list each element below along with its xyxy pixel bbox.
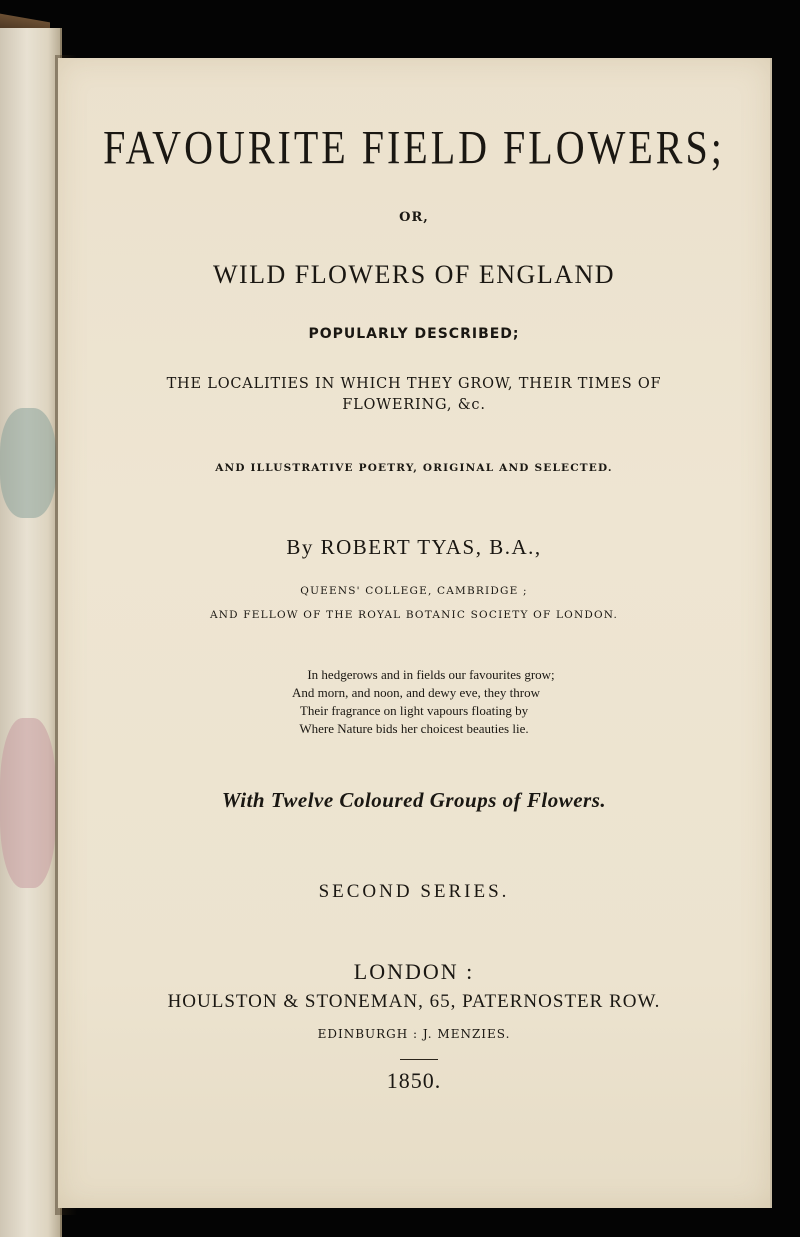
described-line: POPULARLY DESCRIBED; [308, 326, 520, 342]
imprint-agent: EDINBURGH : J. MENZIES. [317, 1027, 511, 1041]
epigraph-verse [58, 666, 770, 738]
plates-note: With Twelve Coloured Groups of Flowers. [221, 788, 607, 812]
verse-line: And morn, and noon, and dewy eve, they throw [291, 685, 541, 700]
book-title: FAVOURITE FIELD FLOWERS; [103, 120, 725, 175]
verse-line: In hedgerows and in fields our favourites grow; [307, 667, 555, 682]
college-line: QUEENS' COLLEGE, CAMBRIDGE ; [300, 585, 528, 597]
plate-tint-red [0, 718, 56, 888]
publication-year: 1850. [386, 1068, 442, 1093]
series-line: SECOND SERIES. [318, 881, 510, 902]
fellowship-line: AND FELLOW OF THE ROYAL BOTANIC SOCIETY OF LONDON. [209, 609, 619, 621]
book-subtitle: WILD FLOWERS OF ENGLAND [212, 260, 616, 289]
verse-line: Their fragrance on light vapours floating by [299, 703, 529, 718]
title-conjunction: OR, [399, 210, 429, 225]
imprint-publisher: HOULSTON & STONEMAN, 65, PATERNOSTER ROW. [167, 991, 661, 1012]
title-page [58, 58, 772, 1208]
localities-line-2: FLOWERING, &c. [342, 397, 486, 413]
verse-line: Where Nature bids her choicest beauties lie. [299, 721, 529, 736]
localities-line-1: THE LOCALITIES IN WHICH THEY GROW, THEIR TIMES OF [166, 376, 662, 392]
author-line: By ROBERT TYAS, B.A., [286, 535, 542, 559]
localities-text [58, 374, 770, 416]
plate-tint-green [0, 408, 56, 518]
poetry-note: AND ILLUSTRATIVE POETRY, ORIGINAL AND SELECTED. [215, 462, 613, 474]
year-rule-divider [400, 1059, 438, 1060]
imprint-city: LONDON : [353, 959, 475, 984]
facing-plate-page [0, 28, 62, 1237]
